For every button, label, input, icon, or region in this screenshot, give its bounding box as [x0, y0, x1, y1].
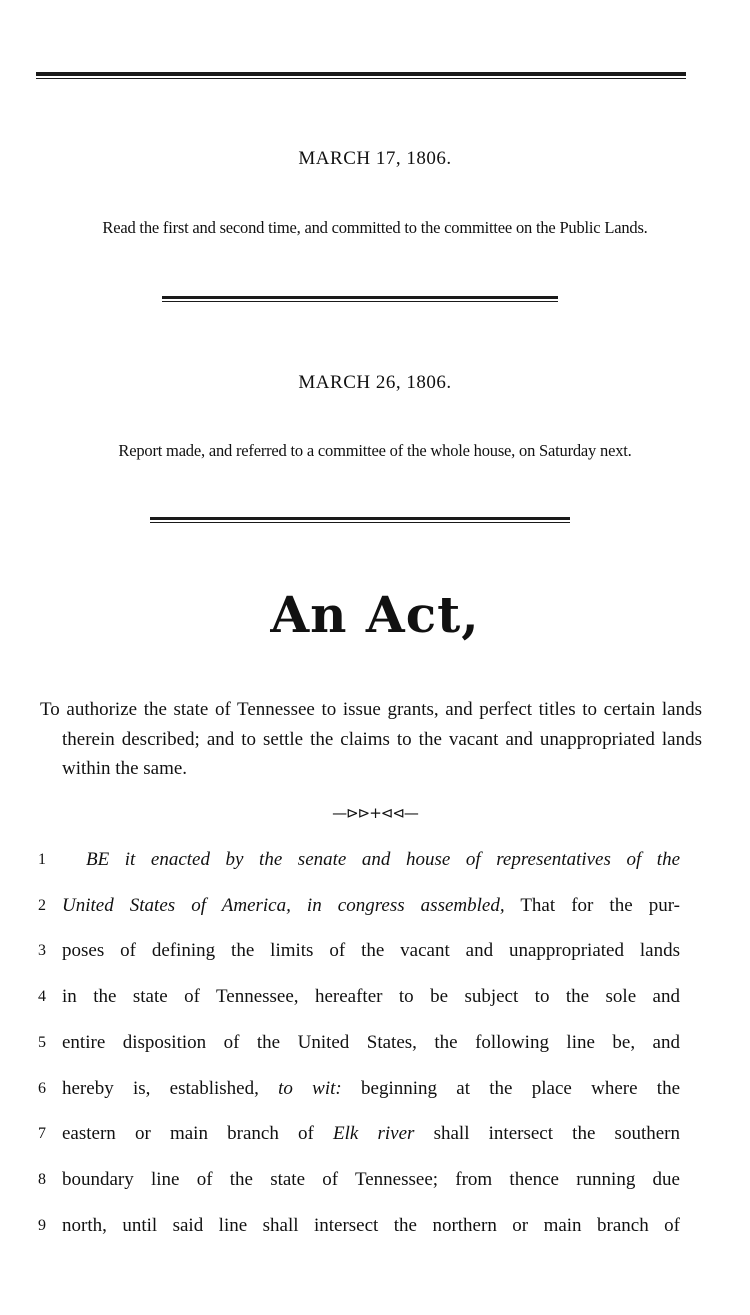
section-rule-2 [150, 517, 570, 523]
text-run: beginning at the place where the [341, 1077, 681, 1099]
date-march-26: MARCH 26, 1806. [298, 372, 452, 393]
text-run: shall intersect the southern [414, 1123, 680, 1145]
text-run: north, until said line shall intersect the northern or main branch of [62, 1214, 680, 1236]
text-run: entire disposition of the United States, the following line be, and [62, 1031, 680, 1053]
body-line [0, 936, 750, 966]
body-line [0, 1119, 750, 1149]
italic-phrase: to wit: [278, 1077, 342, 1099]
line-number: 2 [38, 896, 46, 914]
top-double-rule [36, 72, 686, 79]
act-title: An Act, [270, 585, 480, 644]
line-number: 5 [38, 1033, 46, 1051]
date-march-17: MARCH 17, 1806. [298, 148, 452, 169]
line-text [62, 1165, 680, 1195]
line-number: 3 [38, 942, 46, 960]
line-text [86, 845, 680, 875]
italic-phrase: BE it enacted by the senate and house of representatives of the [86, 849, 680, 870]
line-text [62, 891, 680, 921]
line-number: 8 [38, 1170, 46, 1188]
line-text [62, 982, 680, 1012]
line-number: 1 [38, 851, 46, 868]
text-run: poses of defining the limits of the vacant and unappropriated lands [62, 940, 680, 962]
body-line [0, 1165, 750, 1195]
body-line [0, 891, 750, 921]
body-line [0, 982, 750, 1012]
body-line [0, 1211, 750, 1241]
line-text [62, 1074, 680, 1104]
committee-note-2: Report made, and referred to a committee of the whole house, on Saturday next. [118, 441, 632, 460]
text-run: hereby is, established, [62, 1077, 279, 1099]
text-run: eastern or main branch of [62, 1123, 333, 1145]
body-line [0, 1028, 750, 1058]
committee-note-1: Read the first and second time, and committed to the committee on the Public Lands. [102, 218, 648, 237]
section-rule-1 [162, 296, 558, 302]
text-run: That for the pur- [504, 894, 680, 916]
body-line [0, 845, 750, 875]
line-number: 9 [38, 1216, 46, 1234]
line-number: 7 [38, 1125, 46, 1143]
text-run: in the state of Tennessee, hereafter to be subject to the sole and [62, 986, 680, 1008]
text-run: boundary line of the state of Tennessee; from thence running due [62, 1168, 680, 1190]
body-line [0, 1074, 750, 1104]
italic-phrase: Elk river [333, 1123, 415, 1145]
act-preamble: To authorize the state of Tennessee to issue grants, and perfect titles to certain lands therein described; and to settle the claims to the vacant and unappropriated lands within the same. [40, 699, 702, 779]
line-text [62, 1211, 680, 1241]
line-text [62, 1028, 680, 1058]
ornament-divider: —⊳⊳+⊲⊲— [332, 804, 418, 822]
line-text [62, 936, 680, 966]
line-text [62, 1119, 680, 1149]
line-number: 6 [38, 1079, 46, 1097]
italic-phrase: United States of America, in congress assembled, [62, 894, 505, 916]
line-number: 4 [38, 988, 46, 1006]
